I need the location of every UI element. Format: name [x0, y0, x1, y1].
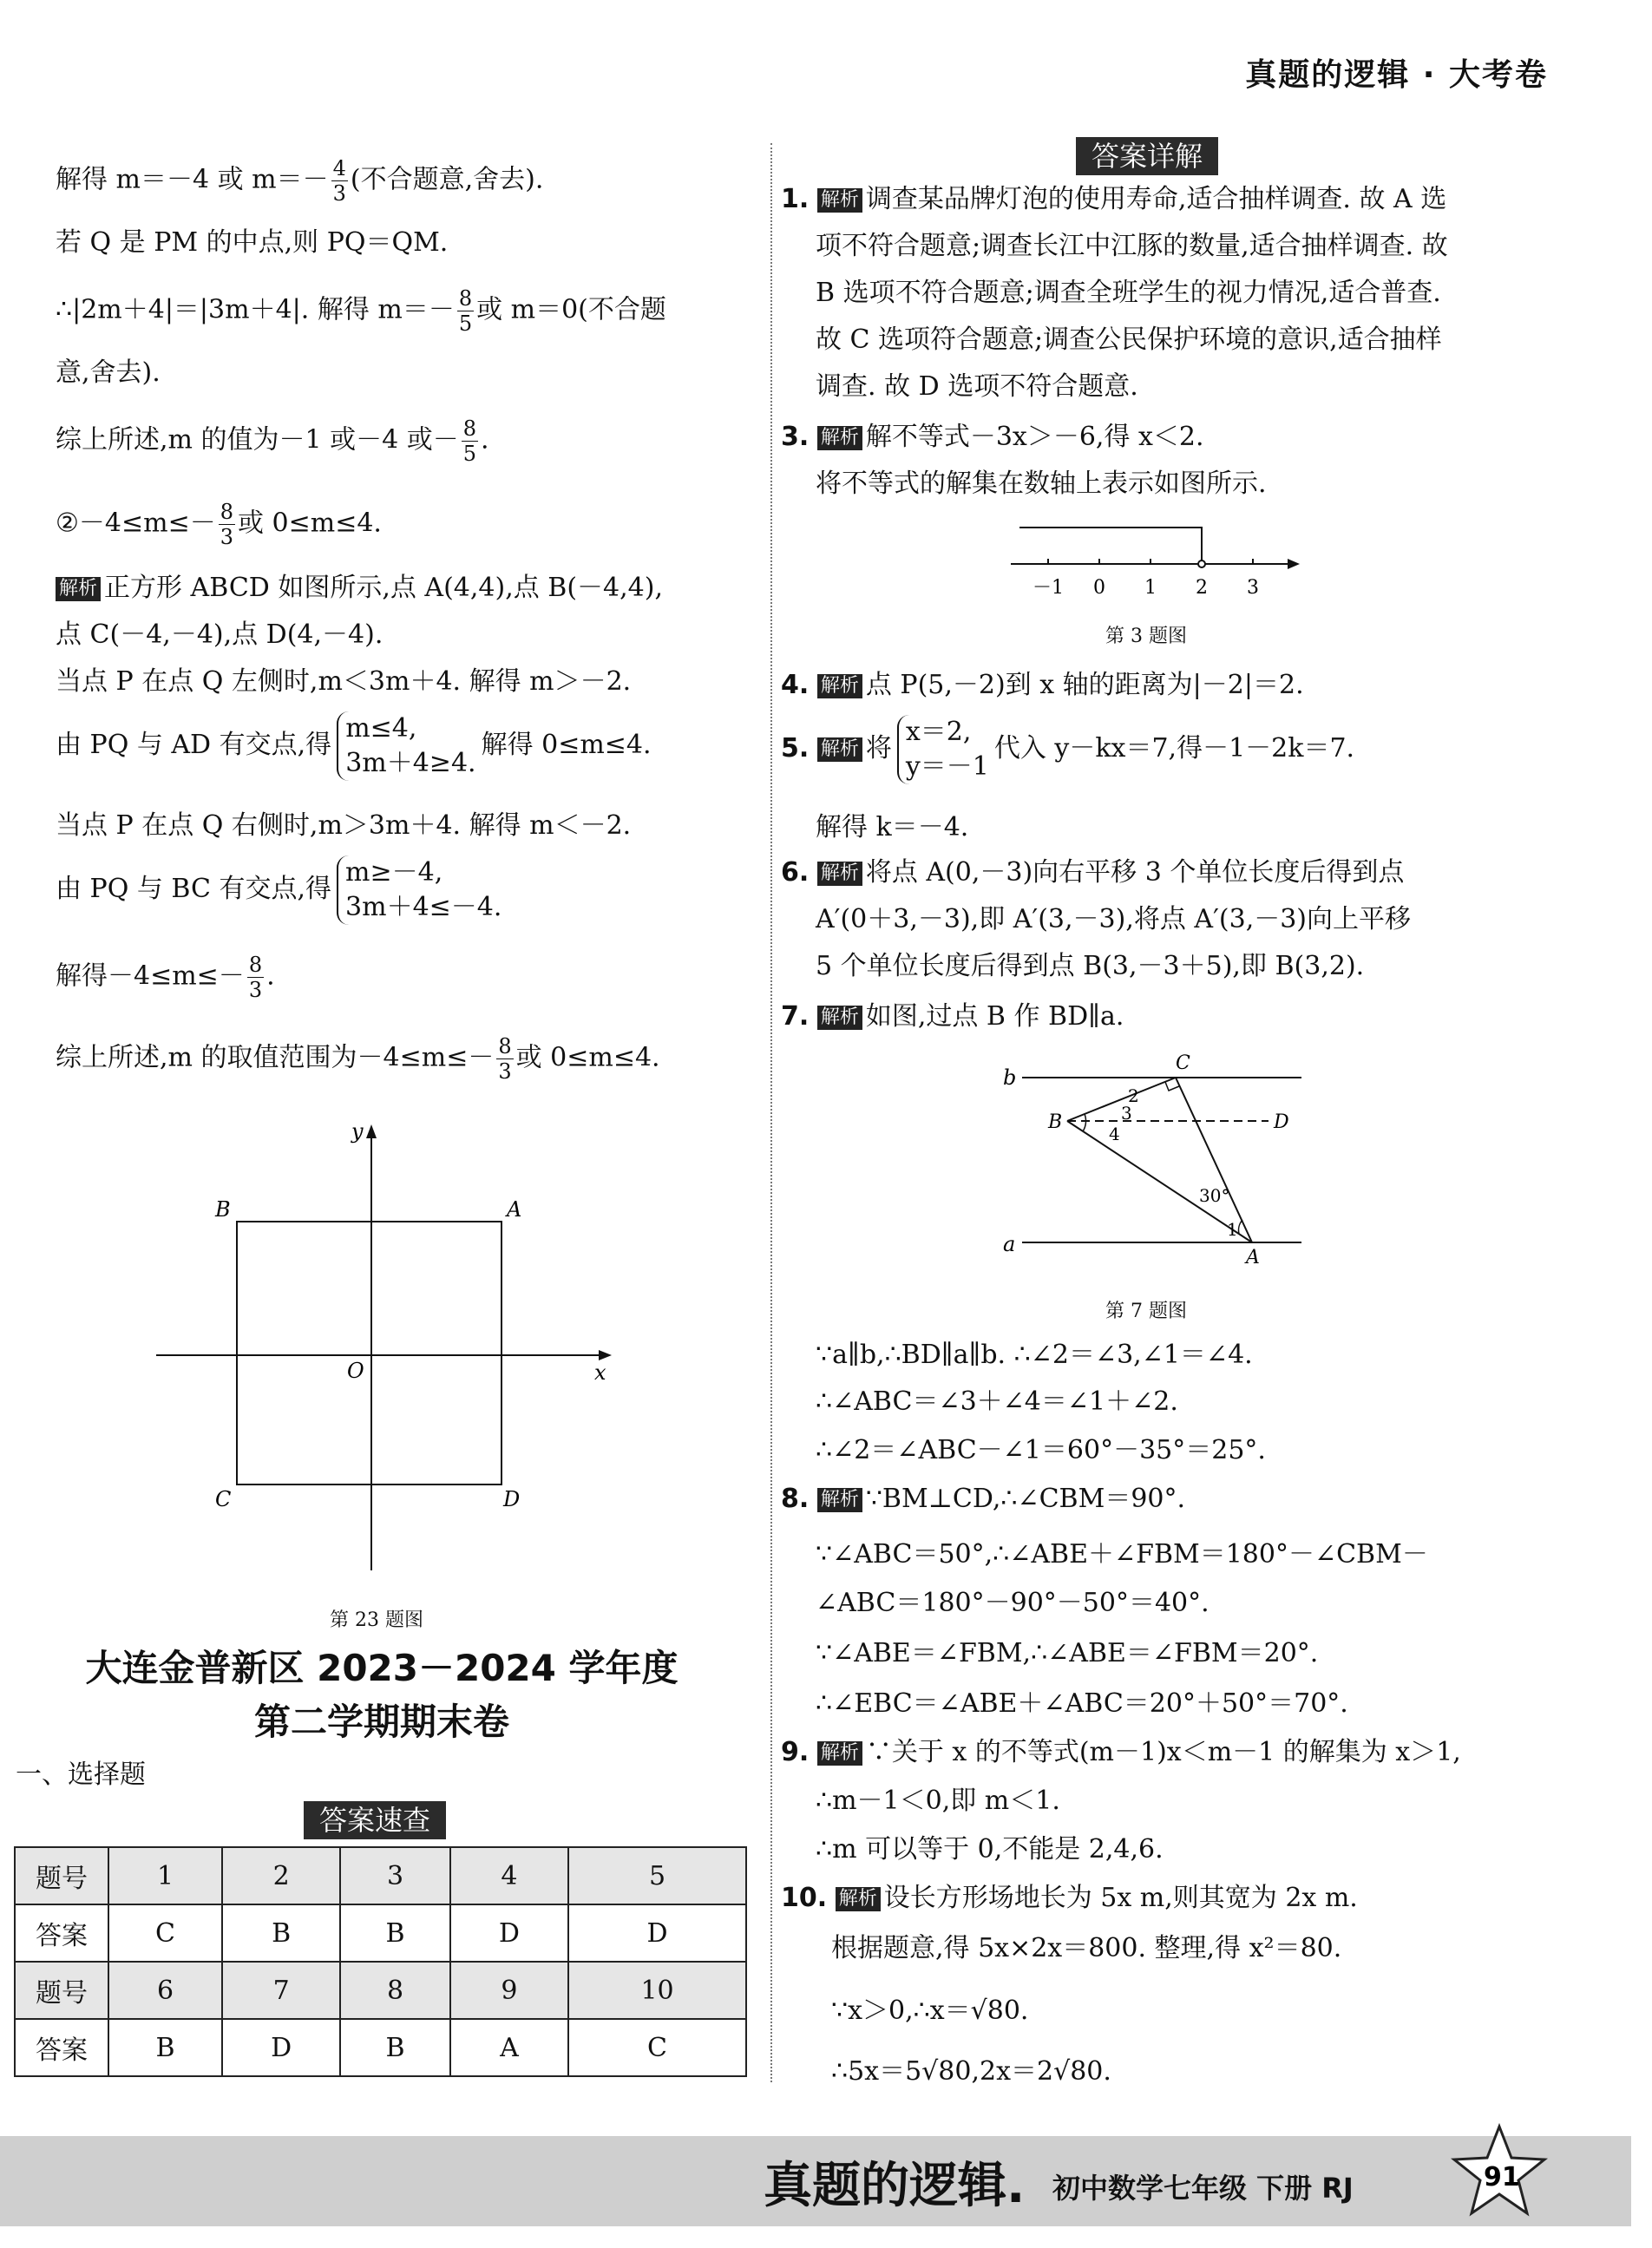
table-row	[15, 1847, 746, 1904]
fraction: $\frac{8}{3}$	[220, 500, 233, 549]
table-cell: D	[222, 2019, 340, 2076]
fraction: $\frac{4}{3}$	[332, 156, 346, 206]
angle-2: 2	[1128, 1085, 1139, 1106]
figure-23-caption: 第 23 题图	[330, 1609, 423, 1631]
equation-system: m≤4, 3m＋4≥4.	[337, 711, 475, 781]
q1-line-5: 调查. 故 D 选项不符合题意.	[816, 371, 1138, 402]
analysis-tag: 解析	[817, 426, 862, 450]
table-cell: 1	[108, 1847, 222, 1904]
q6-line-3: 5 个单位长度后得到点 B(3,－3＋5),即 B(3,2).	[816, 951, 1365, 981]
header-title: 真题的逻辑 · 大考卷	[1245, 57, 1548, 93]
left-line-13: 解得－4≤m≤－ $\frac{8}{3}$ .	[56, 953, 275, 1002]
table-cell: 5	[568, 1847, 746, 1904]
label-point-a: A	[1246, 1247, 1260, 1267]
y-label: y	[351, 1119, 364, 1144]
label-b-line: b	[1003, 1065, 1017, 1090]
q9-line-3: ∴m 可以等于 0,不能是 2,4,6.	[816, 1834, 1164, 1865]
table-cell: 答案	[15, 2019, 108, 2076]
table-cell: B	[340, 2019, 450, 2076]
left-line-8: 点 C(－4,－4),点 D(4,－4).	[56, 619, 384, 650]
q8-line-3: ∠ABC＝180°－90°－50°＝40°.	[816, 1588, 1210, 1618]
analysis-tag: 解析	[817, 862, 862, 886]
exam-subtitle: 第二学期期末卷	[253, 1701, 509, 1743]
left-line-1: 解得 m＝－4 或 m＝－ $\frac{4}{3}$ (不合题意,舍去).	[56, 156, 544, 206]
right-column-bottom	[781, 0, 1536, 2117]
figure-23	[139, 1119, 625, 1605]
table-cell: B	[108, 2019, 222, 2076]
table-cell: 3	[340, 1847, 450, 1904]
q10-line-3: ∵x＞0,∴x＝√80.	[831, 1996, 1029, 2026]
label-point-d: D	[1274, 1111, 1289, 1133]
q4-line-1: 4. 解析 点 P(5,－2)到 x 轴的距离为|－2|＝2.	[781, 670, 1304, 700]
label-a-line: a	[1003, 1232, 1016, 1256]
analysis-tag: 解析	[817, 1488, 862, 1512]
q1-line-4: 故 C 选项符合题意;调查公民保护环境的意识,适合抽样	[816, 324, 1442, 355]
table-cell: 题号	[15, 1962, 108, 2019]
analysis-tag: 解析	[817, 1741, 862, 1766]
tick-label: 1	[1144, 577, 1157, 599]
point-b-label: B	[215, 1197, 231, 1222]
q8-line-5: ∴∠EBC＝∠ABE＋∠ABC＝20°＋50°＝70°.	[816, 1688, 1348, 1719]
x-arrow	[599, 1350, 612, 1360]
q8-line-1: 8. 解析 ∵BM⊥CD,∴∠CBM＝90°.	[781, 1484, 1186, 1514]
q7-line-1: 7. 解析 如图,过点 B 作 BD∥a.	[781, 1001, 1124, 1032]
angle-3: 3	[1121, 1103, 1132, 1124]
q7-line-4: ∴∠2＝∠ABC－∠1＝60°－35°＝25°.	[816, 1435, 1266, 1465]
fraction: $\frac{8}{3}$	[498, 1034, 512, 1084]
point-c-label: C	[215, 1487, 232, 1511]
footer-subtitle: 初中数学七年级 下册 RJ	[1052, 2172, 1354, 2205]
table-cell: 8	[340, 1962, 450, 2019]
table-cell: A	[450, 2019, 568, 2076]
q1-line-2: 项不符合题意;调查长江中江豚的数量,适合抽样调查. 故	[816, 231, 1448, 261]
left-line-7: 解析 正方形 ABCD 如图所示,点 A(4,4),点 B(－4,4),	[56, 569, 663, 607]
left-line-3: ∴|2m＋4|＝|3m＋4|. 解得 m＝－ $\frac{8}{5}$ 或 m＝0(不合题	[56, 286, 666, 336]
table-cell: D	[450, 1904, 568, 1962]
q9-line-2: ∴m－1＜0,即 m＜1.	[816, 1786, 1060, 1816]
section-heading: 一、选择题	[16, 1760, 146, 1790]
tick-label: 0	[1093, 577, 1105, 599]
table-cell: 2	[222, 1847, 340, 1904]
table-cell: B	[340, 1904, 450, 1962]
equation-system: m≥－4, 3m＋4≤－4.	[337, 855, 502, 925]
square-abcd	[237, 1222, 502, 1484]
table-cell: 题号	[15, 1847, 108, 1904]
q8-line-4: ∵∠ABE＝∠FBM,∴∠ABE＝∠FBM＝20°.	[816, 1638, 1319, 1668]
q3-line-2: 将不等式的解集在数轴上表示如图所示.	[816, 469, 1267, 499]
label-point-b: B	[1048, 1111, 1063, 1133]
point-a-label: A	[507, 1197, 522, 1222]
q10-line-1: 10. 解析 设长方形场地长为 5x m,则其宽为 2x m.	[781, 1883, 1358, 1913]
label-point-c: C	[1176, 1052, 1190, 1074]
angle-4: 4	[1109, 1124, 1120, 1144]
origin-label: O	[347, 1359, 364, 1383]
q3-line-1: 3. 解析 解不等式－3x＞－6,得 x＜2.	[781, 422, 1204, 452]
point-d-label: D	[503, 1487, 521, 1511]
table-cell: 4	[450, 1847, 568, 1904]
q10-line-4: ∴5x＝5√80,2x＝2√80.	[831, 2056, 1111, 2087]
q9-line-1: 9. 解析 ∵关于 x 的不等式(m－1)x＜m－1 的解集为 x＞1,	[781, 1737, 1461, 1767]
footer-title: 真题的逻辑.	[764, 2158, 1026, 2214]
angle-1: 1	[1227, 1219, 1238, 1240]
page-number-star	[1447, 2121, 1551, 2225]
analysis-tag: 解析	[817, 1006, 862, 1030]
answer-detail-banner: 答案详解	[1076, 137, 1218, 175]
table-row	[15, 1962, 746, 2019]
exam-title: 大连金普新区 2023－2024 学年度	[85, 1647, 678, 1689]
table-cell: B	[222, 1904, 340, 1962]
table-cell: 10	[568, 1962, 746, 2019]
analysis-tag: 解析	[817, 188, 862, 213]
left-line-6: ②－4≤m≤－ $\frac{8}{3}$ 或 0≤m≤4.	[56, 500, 382, 549]
fraction: $\frac{8}{5}$	[462, 416, 477, 466]
table-cell: 7	[222, 1962, 340, 2019]
analysis-tag: 解析	[817, 737, 862, 762]
answer-table	[14, 1846, 747, 2077]
fraction: $\frac{8}{5}$	[458, 286, 473, 336]
left-line-12: 由 PQ 与 BC 有交点,得 m≥－4, 3m＋4≤－4.	[56, 855, 507, 925]
q10-line-2: 根据题意,得 5x×2x＝800. 整理,得 x²＝80.	[831, 1933, 1342, 1963]
table-cell: C	[108, 1904, 222, 1962]
left-line-9: 当点 P 在点 Q 左侧时,m＜3m＋4. 解得 m＞－2.	[56, 666, 632, 697]
analysis-tag: 解析	[56, 577, 101, 601]
angle-30: 30°	[1199, 1185, 1230, 1206]
q6-line-1: 6. 解析 将点 A(0,－3)向右平移 3 个单位长度后得到点	[781, 857, 1405, 888]
answer-quick-banner: 答案速查	[304, 1801, 446, 1839]
table-cell: 9	[450, 1962, 568, 2019]
tick-label: 2	[1196, 577, 1208, 599]
table-cell: 答案	[15, 1904, 108, 1962]
page-number: 91	[1484, 2162, 1520, 2192]
x-label: x	[594, 1360, 606, 1385]
y-arrow	[366, 1124, 377, 1138]
q1-line-3: B 选项不符合题意;调查全班学生的视力情况,适合普查.	[816, 278, 1441, 308]
left-line-10: 由 PQ 与 AD 有交点,得 m≤4, 3m＋4≥4. 解得 0≤m≤4.	[56, 711, 652, 781]
q6-line-2: A′(0＋3,－3),即 A′(3,－3),将点 A′(3,－3)向上平移	[816, 904, 1412, 934]
analysis-tag: 解析	[836, 1887, 881, 1911]
q5-line-1: 5. 解析 将 x＝2, y＝－1 代入 y－kx＝7,得－1－2k＝7.	[781, 715, 1354, 784]
left-line-14: 综上所述,m 的取值范围为－4≤m≤－ $\frac{8}{3}$ 或 0≤m≤4.	[56, 1034, 660, 1084]
tick-label: －1	[1032, 577, 1064, 599]
table-row	[15, 1904, 746, 1962]
q7-line-3: ∴∠ABC＝∠3＋∠4＝∠1＋∠2.	[816, 1386, 1178, 1417]
q1-line-1: 1. 解析 调查某品牌灯泡的使用寿命,适合抽样调查. 故 A 选	[781, 184, 1447, 214]
table-cell: C	[568, 2019, 746, 2076]
figure-7-caption: 第 7 题图	[1105, 1301, 1187, 1322]
left-line-2: 若 Q 是 PM 的中点,则 PQ＝QM.	[56, 227, 449, 258]
column-divider	[770, 143, 772, 2082]
left-line-5: 综上所述,m 的值为－1 或－4 或－ $\frac{8}{5}$ .	[56, 416, 489, 466]
table-row	[15, 2019, 746, 2076]
fraction: $\frac{8}{3}$	[248, 953, 263, 1002]
left-line-11: 当点 P 在点 Q 右侧时,m＞3m＋4. 解得 m＜－2.	[56, 810, 632, 841]
equation-system: x＝2, y＝－1	[897, 715, 989, 784]
figure-3-caption: 第 3 题图	[1105, 626, 1187, 647]
left-line-4: 意,舍去).	[56, 357, 161, 388]
q5-line-2: 解得 k＝－4.	[816, 812, 969, 842]
table-cell: D	[568, 1904, 746, 1962]
q7-line-2: ∵a∥b,∴BD∥a∥b. ∴∠2＝∠3,∠1＝∠4.	[816, 1340, 1253, 1370]
analysis-tag: 解析	[817, 674, 862, 698]
q8-line-2: ∵∠ABC＝50°,∴∠ABE＋∠FBM＝180°－∠CBM－	[816, 1539, 1428, 1570]
table-cell: 6	[108, 1962, 222, 2019]
tick-label: 3	[1247, 577, 1259, 599]
